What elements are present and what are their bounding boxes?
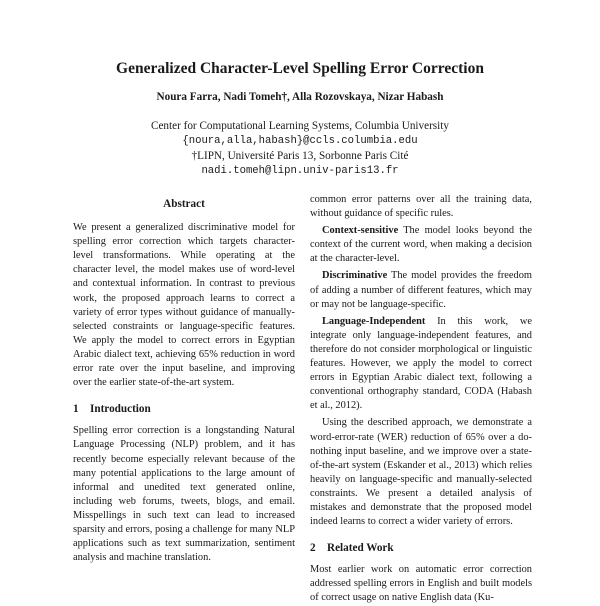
section-number: 2: [310, 542, 316, 555]
paper-title: Generalized Character-Level Spelling Error Correction: [116, 60, 484, 77]
email-lipn: nadi.tomeh@lipn.univ-paris13.fr: [201, 165, 399, 177]
paragraph-continued: common error patterns over all the training data, without guidance of specific rules.: [310, 194, 532, 220]
left-column: [73, 197, 295, 565]
introduction-paragraph: Spelling error correction is a longstanding Natural Language Processing (NLP) problem, and it has recently become especially relevant because of the many potential applications to the large amount of informal and unedited text generated online, including web forums, tweets, blogs, and email. Misspellings in such text can lead to increased sparsity and errors, posing a challenge for many NLP applications such as text summarization, sentiment analysis and machine translation.: [73, 425, 295, 564]
abstract-text: We present a generalized discriminative model for spelling error correction which targets character-level transformations. While operating at the character level, the model makes use of word-level and contextual information. In contrast to previous work, the proposed approach learns to correct a variety of error types without guidance of manually-selected constraints or language-specific features. We apply the model to correct errors in Egyptian Arabic dialect text, achieving 65% reduction in word error rate over the input baseline, and improving over the earlier state-of-the-art system.: [73, 222, 295, 389]
right-column: [310, 193, 532, 606]
section-title: Related Work: [327, 542, 394, 555]
paragraph-discriminative: [310, 269, 532, 311]
affiliation-columbia: Center for Computational Learning Systems, Columbia University: [151, 120, 449, 132]
paragraph-language-independent: [310, 315, 532, 414]
section-title: Introduction: [90, 403, 151, 416]
section-heading-introduction: [73, 402, 295, 416]
author-list: Noura Farra, Nadi Tomeh†, Alla Rozovskaya, Nizar Habash: [156, 91, 444, 103]
abstract-heading: Abstract: [163, 198, 205, 210]
affiliations: [0, 119, 600, 179]
paragraph-text: In this work, we integrate only language-independent features, and therefore do not consider morphological or linguistic features. However, we apply the model to correct errors in Egyptian Arabic dialect text, following a conventional orthography standard, CODA (Habash et al., 2012).: [310, 315, 532, 412]
paragraph-context-sensitive: [310, 224, 532, 266]
related-work-paragraph: Most earlier work on automatic error correction addressed spelling errors in English and built models of correct usage on native English data (Ku-: [310, 564, 532, 604]
paragraph-text: The model looks beyond the context of the current word, when making a decision at the character-level.: [310, 225, 532, 265]
paragraph-lead: Context-sensitive: [322, 225, 399, 237]
section-heading-related-work: [310, 541, 532, 555]
paragraph-results: Using the described approach, we demonstrate a word-error-rate (WER) reduction of 65% over a do-nothing input baseline, and we improve over a state-of-the-art system (Eskander et al., 2013) which relies heavily on language-specific and manually-selected constraints. We present a detailed analysis of mistakes and demonstrate that the proposed model indeed learns to correct a wider variety of errors.: [310, 417, 532, 528]
section-number: 1: [73, 403, 79, 416]
paragraph-lead: Discriminative: [322, 270, 388, 282]
email-columbia: {noura,alla,habash}@ccls.columbia.edu: [182, 135, 418, 147]
affiliation-lipn: †LIPN, Université Paris 13, Sorbonne Paris Cité: [191, 150, 409, 162]
paragraph-text: The model provides the freedom of adding a number of different features, which may or may not be language-specific.: [310, 270, 532, 310]
paragraph-lead: Language-Independent: [322, 315, 426, 327]
